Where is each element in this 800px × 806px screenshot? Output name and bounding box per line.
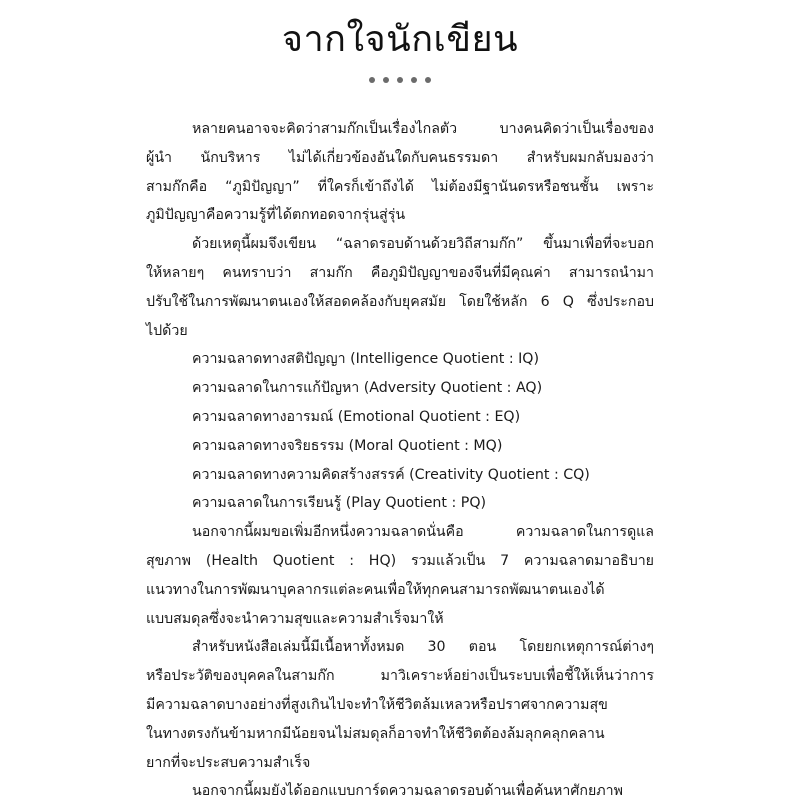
quotient-list-item: ความฉลาดทางจริยธรรม (Moral Quotient : MQ) bbox=[192, 437, 503, 454]
text-line: ด้วยเหตุนี้ผมจึงเขียน “ฉลาดรอบด้านด้วยวิถีสามก๊ก” ขึ้นมาเพื่อที่จะบอก bbox=[192, 236, 654, 253]
text-line: แนวทางในการพัฒนาบุคลากรแต่ละคนเพื่อให้ทุกคนสามารถพัฒนาตนเองได้ bbox=[146, 581, 605, 598]
text-line: หลายคนอาจจะคิดว่าสามก๊กเป็นเรื่องไกลตัว บางคนคิดว่าเป็นเรื่องของ bbox=[192, 121, 654, 137]
divider-dot bbox=[397, 77, 403, 83]
page-title: จากใจนักเขียน bbox=[281, 19, 519, 60]
text-line: สำหรับหนังสือเล่มนี้มีเนื้อหาทั้งหมด 30 ตอน โดยยกเหตุการณ์ต่างๆ bbox=[192, 639, 654, 656]
text-line: ยากที่จะประสบความสำเร็จ bbox=[146, 754, 311, 771]
text-line: แบบสมดุลซึ่งจะนำความสุขและความสำเร็จมาให้ bbox=[146, 610, 444, 627]
body-text bbox=[146, 115, 654, 806]
text-line: ภูมิปัญญาคือความรู้ที่ได้ตกทอดจากรุ่นสู่รุ่น bbox=[146, 207, 406, 224]
quotient-list-item: ความฉลาดทางสติปัญญา (Intelligence Quotient : IQ) bbox=[192, 351, 539, 368]
divider-dot bbox=[411, 77, 417, 83]
text-line: สุขภาพ (Health Quotient : HQ) รวมแล้วเป็น 7 ความฉลาดมาอธิบาย bbox=[146, 552, 654, 569]
quotient-list-item: ความฉลาดในการเรียนรู้ (Play Quotient : PQ) bbox=[192, 495, 487, 512]
text-line: ผู้นำ นักบริหาร ไม่ได้เกี่ยวข้องอันใดกับคนธรรมดา สำหรับผมกลับมองว่า bbox=[146, 149, 654, 166]
text-line: หรือประวัติของบุคคลในสามก๊ก มาวิเคราะห์อย่างเป็นระบบเพื่อชี้ให้เห็นว่าการ bbox=[146, 668, 654, 685]
quotient-list-item: ความฉลาดทางความคิดสร้างสรรค์ (Creativity Quotient : CQ) bbox=[192, 466, 590, 483]
text-line: นอกจากนี้ผมขอเพิ่มอีกหนึ่งความฉลาดนั่นคือ ความฉลาดในการดูแล bbox=[192, 524, 654, 541]
quotient-list-item: ความฉลาดทางอารมณ์ (Emotional Quotient : EQ) bbox=[192, 408, 521, 425]
title-divider bbox=[0, 77, 800, 83]
text-line: สามก๊กคือ “ภูมิปัญญา” ที่ใครก็เข้าถึงได้ ไม่ต้องมีฐานันดรหรือชนชั้น เพราะ bbox=[146, 178, 654, 195]
divider-dot bbox=[383, 77, 389, 83]
text-line: ไปด้วย bbox=[146, 322, 188, 339]
quotient-list-item: ความฉลาดในการแก้ปัญหา (Adversity Quotient : AQ) bbox=[192, 380, 543, 397]
text-line: นอกจากนี้ผมยังได้ออกแบบการ์ดความฉลาดรอบด้านเพื่อค้นหาศักยภาพ bbox=[192, 783, 623, 800]
text-line: ให้หลายๆ คนทราบว่า สามก๊ก คือภูมิปัญญาของจีนที่มีคุณค่า สามารถนำมา bbox=[146, 264, 654, 281]
text-line: มีความฉลาดบางอย่างที่สูงเกินไปจะทำให้ชีวิตล้มเหลวหรือปราศจากความสุข bbox=[146, 696, 608, 713]
divider-dot bbox=[425, 77, 431, 83]
text-line: ในทางตรงกันข้ามหากมีน้อยจนไม่สมดุลก็อาจทำให้ชีวิตต้องล้มลุกคลุกคลาน bbox=[146, 725, 605, 742]
text-line: ปรับใช้ในการพัฒนาตนเองให้สอดคล้องกับยุคสมัย โดยใช้หลัก 6 Q ซึ่งประกอบ bbox=[146, 293, 654, 310]
divider-dot bbox=[369, 77, 375, 83]
